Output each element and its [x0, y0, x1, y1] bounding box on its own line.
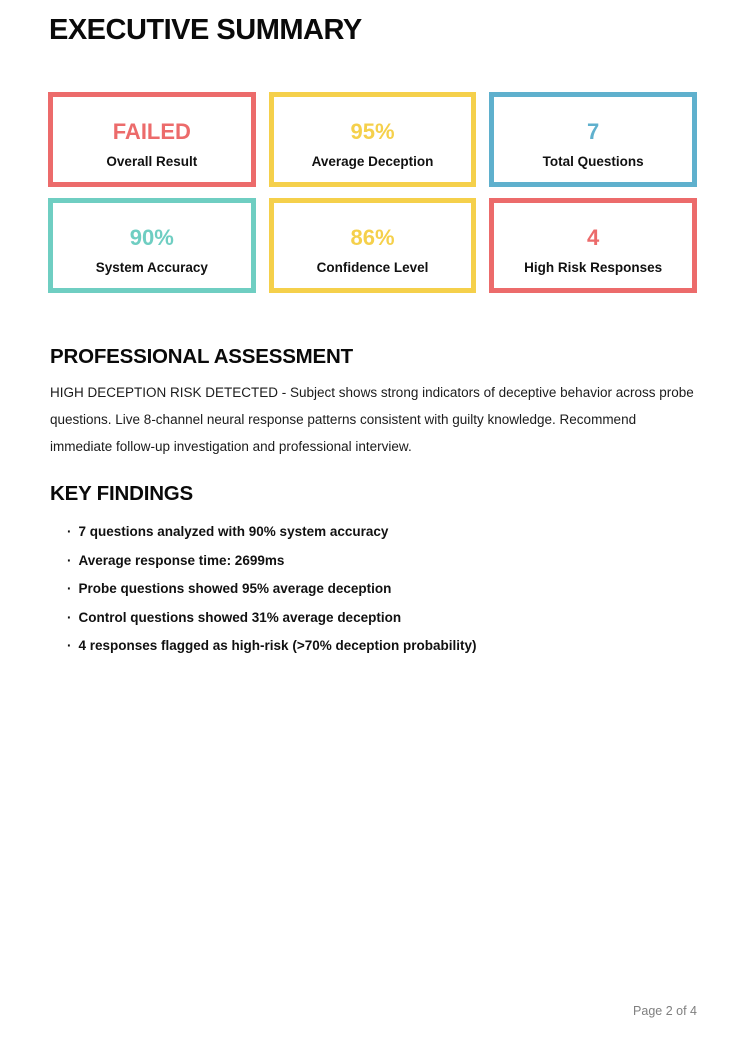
bullet-icon: ·	[67, 524, 72, 539]
stat-label: High Risk Responses	[524, 259, 663, 275]
stat-card	[489, 198, 697, 293]
professional-assessment-heading: PROFESSIONAL ASSESSMENT	[50, 345, 353, 368]
bullet-icon: ·	[67, 552, 72, 568]
stat-label: System Accuracy	[95, 259, 208, 275]
stat-value: 7	[587, 119, 600, 145]
stat-label: Overall Result	[106, 153, 198, 169]
stat-value: FAILED	[112, 119, 191, 145]
key-finding-item	[50, 575, 476, 604]
key-findings-list	[50, 518, 476, 661]
stat-value: 95%	[350, 119, 395, 145]
page-title: EXECUTIVE SUMMARY	[49, 14, 362, 46]
key-finding-text: 4 responses flagged as high-risk (>70% deception probability)	[78, 638, 477, 654]
stat-label: Average Deception	[311, 153, 434, 169]
bullet-icon: ·	[67, 609, 72, 625]
bullet-icon: ·	[67, 581, 72, 597]
stat-label: Total Questions	[542, 153, 644, 169]
page-number: Page 2 of 4	[633, 1004, 697, 1018]
key-finding-item	[50, 518, 476, 547]
stat-value: 4	[587, 225, 600, 251]
key-finding-text: Control questions showed 31% average deception	[78, 609, 402, 625]
key-finding-item	[50, 547, 476, 576]
key-finding-item	[50, 604, 476, 633]
key-findings-heading: KEY FINDINGS	[50, 482, 194, 505]
stat-label: Confidence Level	[316, 259, 429, 275]
stat-value: 86%	[350, 225, 395, 251]
stat-card	[48, 198, 256, 293]
stat-value: 90%	[129, 225, 174, 251]
bullet-icon: ·	[67, 638, 72, 654]
stat-card	[489, 92, 697, 187]
stat-card	[269, 92, 477, 187]
key-finding-text: Probe questions showed 95% average deception	[78, 581, 392, 597]
stat-card	[269, 198, 477, 293]
professional-assessment-body: HIGH DECEPTION RISK DETECTED - Subject shows strong indicators of deceptive behavior across probe questions. Live 8-channel neural response patterns consistent with guilty knowledge. Recommend immediate follow-up investigation and professional interview.	[50, 385, 694, 454]
key-finding-text: 7 questions analyzed with 90% system accuracy	[78, 524, 389, 539]
stat-cards-grid	[48, 92, 697, 293]
key-finding-text: Average response time: 2699ms	[78, 552, 285, 568]
stat-card	[48, 92, 256, 187]
key-finding-item	[50, 632, 476, 661]
